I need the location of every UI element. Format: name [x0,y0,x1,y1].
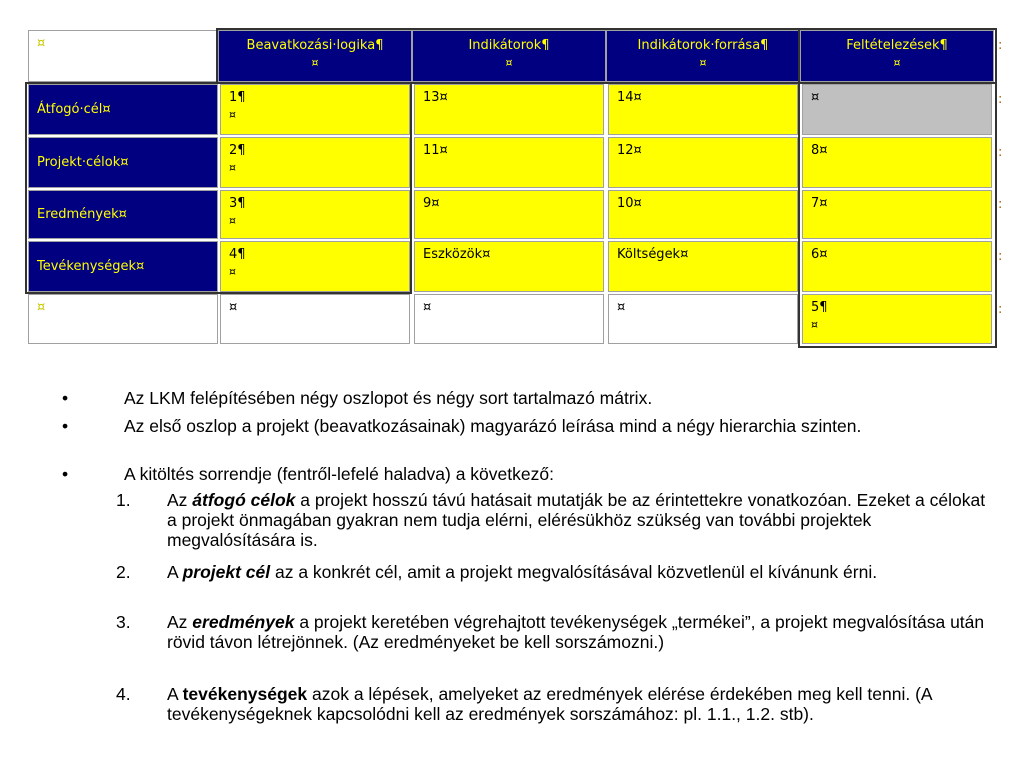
cell-value: 5¶ [811,300,828,315]
number-marker: 1. [116,490,131,510]
row-end-mark: : [998,92,1003,107]
bullet-marker: • [62,416,69,436]
matrix-cell [220,190,410,239]
matrix-cell: ¤ [608,294,798,344]
matrix-cell: 6¤ [802,241,992,292]
text-pre: A [167,562,183,582]
matrix-cell [802,294,992,344]
matrix-cell: 13¤ [414,84,604,135]
matrix-cell: Eszközök¤ [414,241,604,292]
matrix-cell: Költségek¤ [608,241,798,292]
matrix-cell: ¤ [220,294,410,344]
header-indicator-sources [606,30,800,82]
term-emphasis: eredmények [192,612,295,632]
row-end-mark: : [998,145,1003,160]
number-marker: 2. [116,562,131,582]
row-header-overall-goal: Átfogó·cél¤ [28,84,218,135]
header-intervention-logic [218,30,412,82]
text-post: azok a lépések, amelyeket az eredmények elérése érdekében meg kell tenni. (A tevékenységeknek kapcsolódni kell az eredmények sorszámához: pl. 1.1., 1.2. stb). [167,684,932,724]
last-row-label: ¤ [28,294,218,344]
matrix-cell: ¤ [414,294,604,344]
header-label: Indikátorok·forrása¶ [637,38,769,53]
bullet-text: Az LKM felépítésében négy oszlopot és négy sort tartalmazó mátrix. [124,388,653,408]
matrix-cell: 11¤ [414,137,604,188]
numbered-text [167,562,997,582]
cell-mark: ¤ [229,214,236,227]
header-assumptions [800,30,994,82]
row-header-project-goals: Projekt·célok¤ [28,137,218,188]
header-indicators [412,30,606,82]
cell-mark: ¤ [505,56,513,69]
cell-mark: ¤ [229,161,236,174]
row-header-results: Eredmények¤ [28,190,218,239]
numbered-text [167,490,997,550]
text-pre: Az [167,612,193,632]
cell-value: 2¶ [229,143,246,158]
cell-mark: ¤ [229,108,236,121]
matrix-cell: 9¤ [414,190,604,239]
matrix-cell: 14¤ [608,84,798,135]
matrix-cell: 12¤ [608,137,798,188]
bullet-marker: • [62,388,69,408]
text-pre: Az [167,490,193,510]
term-emphasis: átfogó célok [192,490,296,510]
row-end-mark: : [998,197,1003,212]
matrix-cell: 8¤ [802,137,992,188]
cell-value: 3¶ [229,196,246,211]
bullet-text: A kitöltés sorrendje (fentről-lefelé haladva) a következő: [124,464,554,484]
row-end-mark: : [998,38,1003,53]
matrix-cell [220,84,410,135]
cell-value: 1¶ [229,90,246,105]
cell-mark: ¤ [229,265,236,278]
text-pre: A [167,684,183,704]
corner-cell: ¤ [28,30,218,82]
text-post: a projekt keretében végrehajtott tevékenységek „termékei”, a projekt megvalósítása után rövid távon létrejönnek. (Az eredményeket be kell sorszámozni.) [167,612,985,652]
cell-mark: ¤ [811,318,818,331]
cell-value: 4¶ [229,247,246,262]
matrix-cell: 7¤ [802,190,992,239]
numbered-text [167,612,997,652]
logframe-matrix [0,0,1024,350]
row-header-activities: Tevékenységek¤ [28,241,218,292]
term-emphasis: projekt cél [182,562,271,582]
bullet-marker: • [62,464,69,484]
number-marker: 4. [116,684,131,704]
text-post: az a konkrét cél, amit a projekt megvalósításával közvetlenül el kívánunk érni. [270,562,878,582]
row-end-mark: : [998,249,1003,264]
header-label: Beavatkozási·logika¶ [246,38,384,53]
term-emphasis: tevékenységek [182,684,308,704]
cell-mark: ¤ [699,56,707,69]
matrix-cell-empty: ¤ [802,84,992,135]
row-end-mark: : [998,302,1003,317]
header-label: Feltételezések¶ [846,38,948,53]
number-marker: 3. [116,612,131,632]
cell-mark: ¤ [893,56,901,69]
cell-mark: ¤ [311,56,319,69]
matrix-cell [220,241,410,292]
numbered-text [167,684,997,724]
matrix-cell: 10¤ [608,190,798,239]
matrix-cell [220,137,410,188]
bullet-text: Az első oszlop a projekt (beavatkozásainak) magyarázó leírása mind a négy hierarchia szinten. [124,416,862,436]
header-label: Indikátorok¶ [468,38,550,53]
text-post: a projekt hosszú távú hatásait mutatják be az érintettekre vonatkozóan. Ezeket a célokat a projekt önmagában gyakran nem tudja elérni, elérésükhöz szükség van további projektek megvalósítására is. [167,490,986,550]
